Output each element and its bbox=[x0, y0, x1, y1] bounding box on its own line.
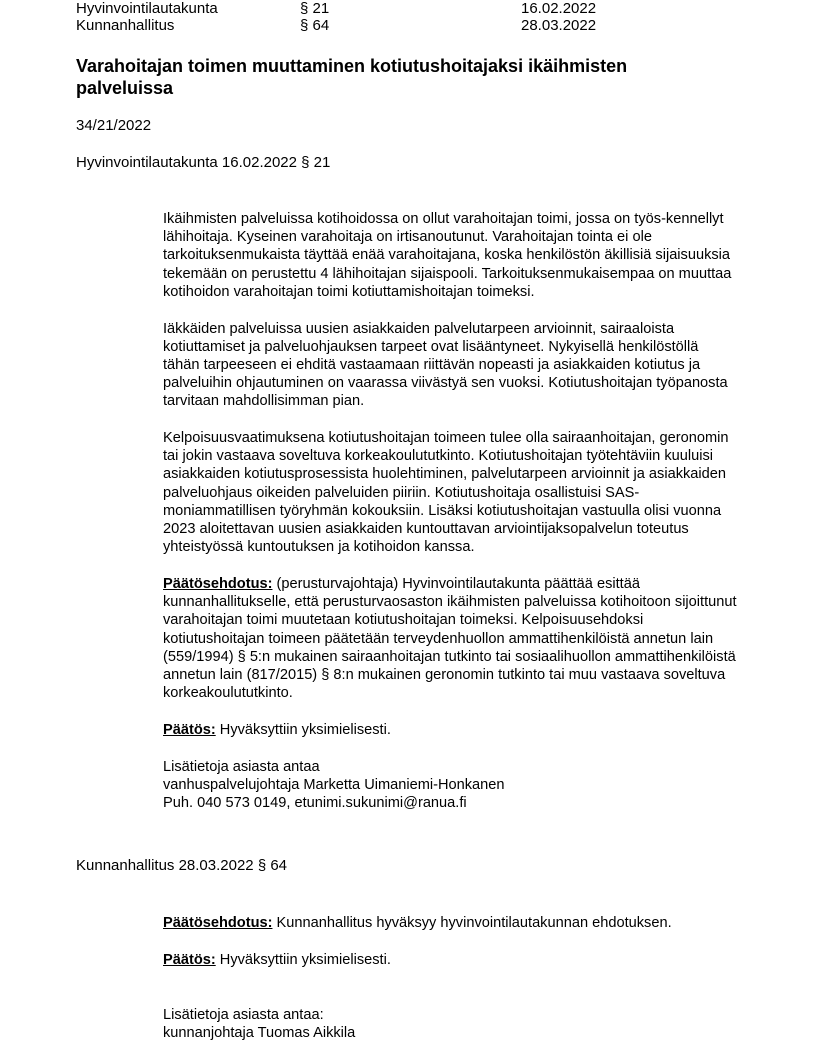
decision-label: Päätös: bbox=[163, 951, 216, 968]
header-date: 28.03.2022 bbox=[521, 17, 597, 34]
meeting2-body bbox=[163, 914, 738, 987]
paragraph: Iäkkäiden palveluissa uusien asiakkaiden palvelutarpeen arvioinnit, sairaaloista kotiuttamiset ja palveluohjauksen tarpeet ovat lisääntyneet. Nykyisellä henkilöstöllä tähän tarpeeseen ei ehditä vastaamaan riittävän nopeasti ja asiakkaiden kotiutus ja palveluihin ohjautuminen on vaarassa viivästyä sen vuoksi. Kotiutushoitajan työpanosta tarvitaan mahdollisimman pian. bbox=[163, 320, 728, 410]
header-section: § 64 bbox=[300, 17, 330, 34]
meeting2-contact bbox=[163, 1006, 738, 1042]
contact-intro: Lisätietoja asiasta antaa: bbox=[163, 1007, 324, 1023]
decision-label: Päätös: bbox=[163, 721, 216, 738]
meeting1-heading: Hyvinvointilautakunta 16.02.2022 § 21 bbox=[76, 154, 331, 171]
proposal bbox=[163, 575, 738, 702]
meeting2-heading: Kunnanhallitus 28.03.2022 § 64 bbox=[76, 857, 288, 874]
decision bbox=[163, 951, 738, 969]
contact-intro: Lisätietoja asiasta antaa bbox=[163, 758, 320, 775]
decision-text: Hyväksyttiin yksimielisesti. bbox=[219, 721, 391, 738]
proposal-text: (perusturvajohtaja) Hyvinvointilautakunta päättää esittää kunnanhallitukselle, että perusturvaosaston ikäihmisten palveluissa kotihoitoon sijoittunut varahoitajan toimi muutetaan kotiutushoitajan toimeksi. Kelpoisuusehdoksi kotiutushoitajan toimeen päätetään terveydenhuollon ammattihenkilöistä annetun lain (559/1994) § 5:n mukainen sairaanhoitajan tutkinto tai sosiaalihuollon ammattihenkilöistä annetun lain (817/2015) § 8:n mukainen geronomin tutkinto tai muu vastaava soveltuva korkeakoulututkinto. bbox=[163, 575, 737, 702]
case-number: 34/21/2022 bbox=[76, 117, 152, 134]
header-section: § 21 bbox=[300, 0, 330, 17]
paragraph: Ikäihmisten palveluissa kotihoidossa on ollut varahoitajan toimi, jossa on työs-kennellyt lähihoitaja. Kyseinen varahoitaja on irtisanoutunut. Varahoitajan tointa ei ole tarkoituksenmukaista täyttää enää varahoitajana, koska henkilöstön äkillisiä sijaisuuksia tekemään on perustettu 4 lähihoitajan sijaispooli. Tarkoituksenmukaisempaa on muuttaa kotihoidon varahoitajan toimi kotiuttamishoitajan toimeksi. bbox=[163, 211, 732, 300]
contact-phone: Puh. 040 573 0149, etunimi.sukunimi@ranua.fi bbox=[163, 794, 467, 811]
proposal-text: Kunnanhallitus hyväksyy hyvinvointilautakunnan ehdotuksen. bbox=[276, 915, 672, 931]
contact-block bbox=[163, 758, 738, 813]
contact-name: vanhuspalvelujohtaja Marketta Uimaniemi-Honkanen bbox=[163, 776, 505, 793]
paragraph: Kelpoisuusvaatimuksena kotiutushoitajan toimeen tulee olla sairaanhoitajan, geronomin tai jokin vastaava soveltuva korkeakoulututkinto. Kotiutushoitajan työtehtäviin kuuluisi asiakkaiden kotiutusprosessista huolehtiminen, palvelutarpeen arvioinnit ja asiakkaiden palveluohjaus oikeiden palveluiden piiriin. Kotiutushoitaja osallistuisi SAS- moniammatillisen työryhmän kokouksiin. Lisäksi kotiutushoitajan vastuulla olisi vuonna 2023 aloitettavan uusien asiakkaiden kuntouttavan arviointijaksopalvelun toteutus yhteistyössä kuntoutuksen ja kotihoidon kanssa. bbox=[163, 430, 729, 556]
header-body: Kunnanhallitus bbox=[76, 17, 175, 34]
contact-name: kunnanjohtaja Tuomas Aikkila bbox=[163, 1025, 356, 1042]
meeting1-body bbox=[163, 210, 738, 812]
decision bbox=[163, 721, 738, 739]
decision-text: Hyväksyttiin yksimielisesti. bbox=[219, 951, 391, 968]
proposal-label: Päätösehdotus: bbox=[163, 915, 273, 931]
proposal-label: Päätösehdotus: bbox=[163, 575, 273, 592]
header-date: 16.02.2022 bbox=[521, 0, 597, 17]
header-body: Hyvinvointilautakunta bbox=[76, 0, 218, 17]
document-title: Varahoitajan toimen muuttaminen kotiutushoitajaksi ikäihmisten palveluissa bbox=[76, 56, 628, 98]
proposal bbox=[163, 914, 738, 932]
